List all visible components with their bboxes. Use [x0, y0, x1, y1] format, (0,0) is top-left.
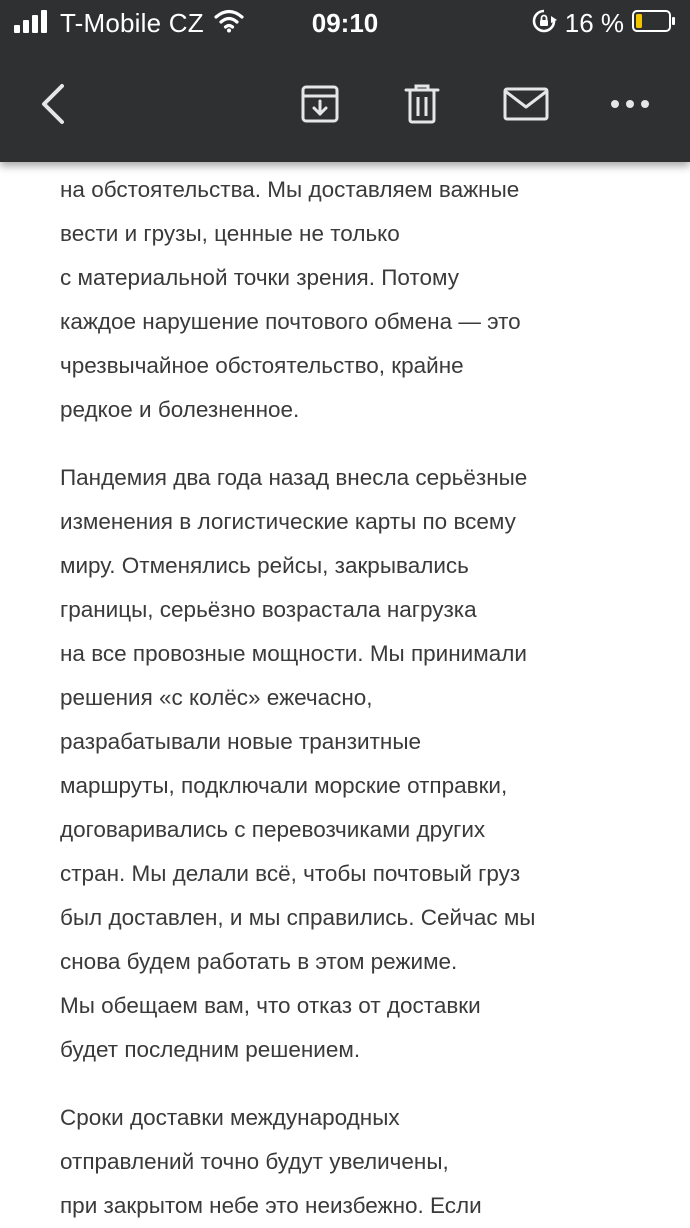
back-icon: [34, 82, 70, 131]
text-line: снова будем работать в этом режиме.: [60, 949, 458, 974]
text-line: Пандемия два года назад внесла серьёзные: [60, 465, 528, 490]
text-line: границы, серьёзно возрастала нагрузка: [60, 597, 477, 622]
text-line: отправлений точно будут увеличены,: [60, 1149, 449, 1174]
text-line: вести и грузы, ценные не только: [60, 221, 400, 246]
status-time: 09:10: [311, 8, 379, 38]
archive-icon: [299, 83, 341, 130]
text-line: чрезвычайное обстоятельство, крайне: [60, 353, 464, 378]
battery-icon: [632, 9, 676, 38]
text-line: решения «с колёс» ежечасно,: [60, 685, 373, 710]
text-line: договаривались с перевозчиками других: [60, 817, 486, 842]
message-body: [60, 168, 660, 1228]
paragraph-2: [60, 456, 660, 1072]
status-right: [531, 8, 676, 39]
paragraph-3: [60, 1096, 660, 1228]
carrier-name: T-Mobile CZ: [60, 8, 204, 38]
status-bar: [0, 0, 690, 48]
text-line: на обстоятельства. Мы доставляем важные: [60, 177, 520, 202]
mail-button[interactable]: [498, 80, 554, 132]
mail-icon: [502, 86, 550, 127]
top-bar: [0, 0, 690, 162]
text-line: каждое нарушение почтового обмена — это: [60, 309, 521, 334]
text-line: изменения в логистические карты по всему: [60, 509, 516, 534]
text-line: маршруты, подключали морские отправки,: [60, 773, 508, 798]
text-line: Мы обещаем вам, что отказ от доставки: [60, 993, 481, 1018]
text-line: на все провозные мощности. Мы принимали: [60, 641, 527, 666]
trash-icon: [402, 82, 442, 131]
more-button[interactable]: [604, 80, 656, 132]
paragraph-1: [60, 168, 660, 432]
text-line: при закрытом небе это неизбежно. Если: [60, 1193, 482, 1218]
text-line: Сроки доставки международных: [60, 1105, 400, 1130]
text-line: редкое и болезненное.: [60, 397, 300, 422]
text-line: разрабатывали новые транзитные: [60, 729, 422, 754]
text-line: миру. Отменялись рейсы, закрывались: [60, 553, 469, 578]
battery-percentage: 16 %: [564, 8, 624, 38]
delete-button[interactable]: [396, 80, 448, 132]
back-button[interactable]: [26, 80, 78, 132]
more-icon: [610, 97, 650, 115]
mail-toolbar: [0, 56, 690, 156]
text-line: был доставлен, и мы справились. Сейчас мы: [60, 905, 536, 930]
text-line: стран. Мы делали всё, чтобы почтовый груз: [60, 861, 521, 886]
text-line: будет последним решением.: [60, 1037, 361, 1062]
text-line: с материальной точки зрения. Потому: [60, 265, 459, 290]
rotation-lock-icon: [531, 8, 557, 39]
archive-button[interactable]: [294, 80, 346, 132]
